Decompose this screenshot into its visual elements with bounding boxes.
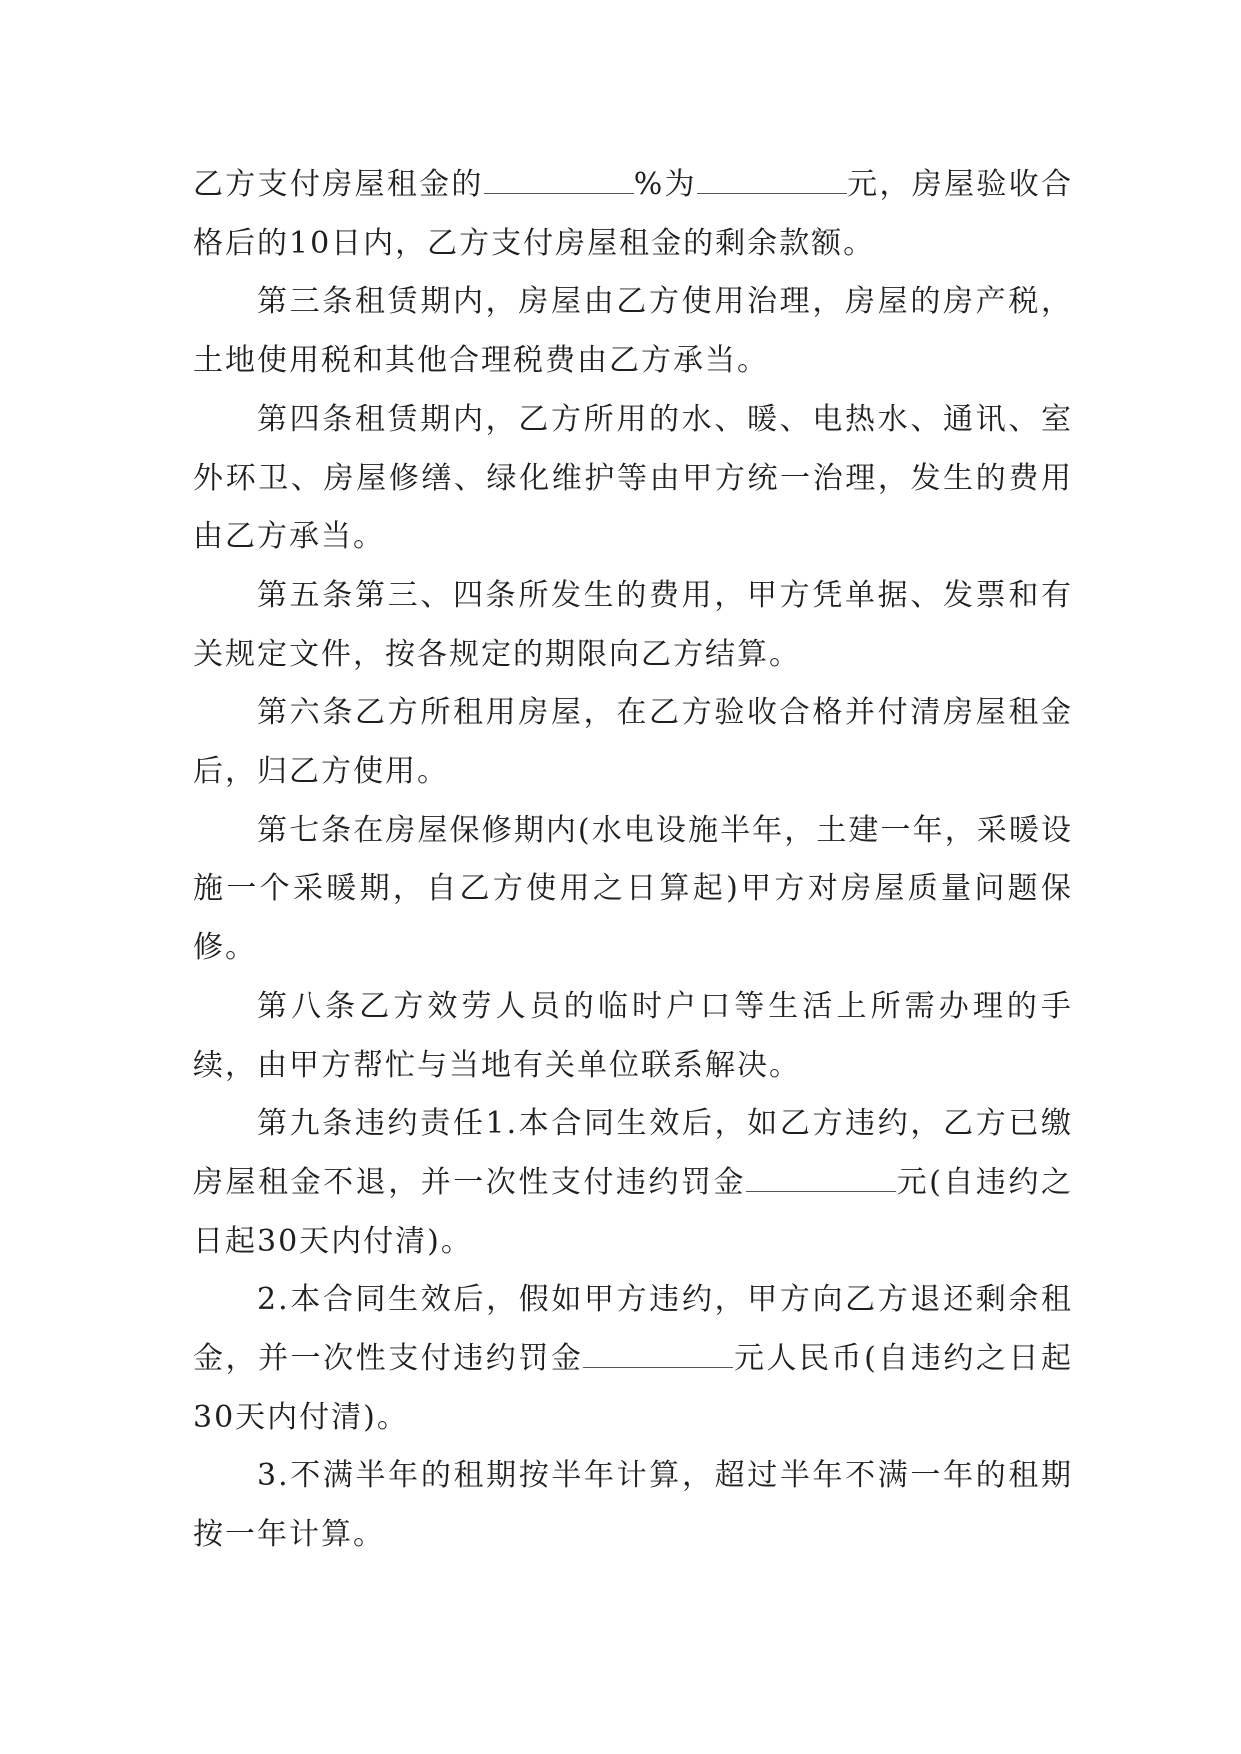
paragraph-article-6: 第六条乙方所租用房屋，在乙方验收合格并付清房屋租金后，归乙方使用。 (193, 695, 1073, 790)
paragraph-article-9-clause-3: 3.不满半年的租期按半年计算，超过半年不满一年的租期按一年计算。 (193, 1458, 1073, 1553)
blank-penalty-field-tenant[interactable] (746, 1165, 896, 1192)
blank-percentage-field[interactable] (484, 167, 634, 194)
document-body (193, 156, 1073, 1565)
text-segment: 元人民币(自违约之日起30天内付清)。 (193, 1341, 1073, 1435)
paragraph-article-9-clause-2 (193, 1271, 1073, 1447)
text-segment: 2.本合同生效后，假如甲方违约，甲方向乙方退还剩余租金，并一次性支付违约罚金 (193, 1282, 1073, 1377)
paragraph-article-3: 第三条租赁期内，房屋由乙方使用治理，房屋的房产税，土地使用税和其他合理税费由乙方承当。 (193, 284, 1073, 379)
text-segment: 元，房屋验收合格后的10日内，乙方支付房屋租金的剩余款额。 (193, 167, 1074, 261)
paragraph-article-5: 第五条第三、四条所发生的费用，甲方凭单据、发票和有关规定文件，按各规定的期限向乙方结算。 (193, 577, 1073, 672)
paragraph-article-9-clause-1 (193, 1095, 1073, 1271)
paragraph-article-4: 第四条租赁期内，乙方所用的水、暖、电热水、通讯、室外环卫、房屋修缮、绿化维护等由甲方统一治理，发生的费用由乙方承当。 (193, 401, 1073, 555)
text-segment: 第九条违约责任1.本合同生效后，如乙方违约，乙方已缴房屋租金不退，并一次性支付违约罚金 (193, 1106, 1073, 1200)
paragraph-payment-terms (193, 156, 1073, 273)
blank-amount-field[interactable] (697, 167, 847, 194)
blank-penalty-field-landlord[interactable] (583, 1341, 733, 1368)
paragraph-article-8: 第八条乙方效劳人员的临时户口等生活上所需办理的手续，由甲方帮忙与当地有关单位联系解决。 (193, 988, 1073, 1083)
text-segment: %为 (633, 167, 697, 202)
text-segment: 乙方支付房屋租金的 (193, 167, 484, 202)
text-segment: 元(自违约之日起30天内付清)。 (193, 1164, 1073, 1259)
paragraph-article-7: 第七条在房屋保修期内(水电设施半年，土建一年，采暖设施一个采暖期，自乙方使用之日算起)甲方对房屋质量问题保修。 (193, 812, 1073, 966)
